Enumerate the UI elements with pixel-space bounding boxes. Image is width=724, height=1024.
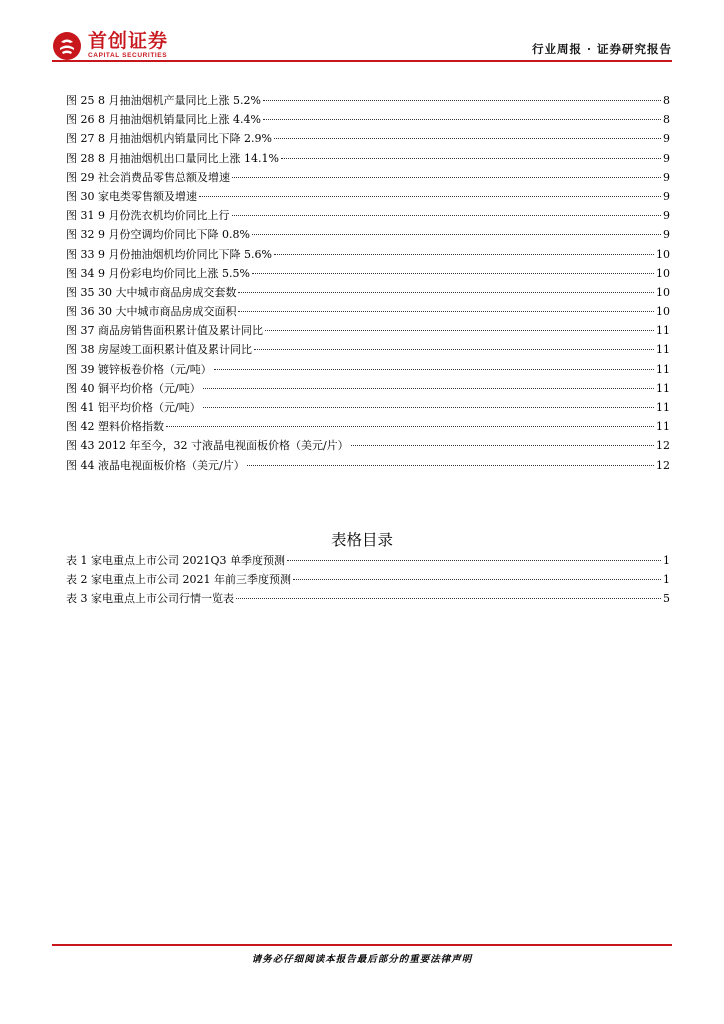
figure-toc-row[interactable] xyxy=(66,168,670,187)
table-toc-row[interactable] xyxy=(66,551,670,570)
table-section-title: 表格目录 xyxy=(330,531,393,549)
figure-toc-row[interactable] xyxy=(66,398,670,417)
toc-entry-page[interactable]: 5 xyxy=(663,592,670,606)
figure-toc-row[interactable] xyxy=(66,456,670,475)
toc-entry-page[interactable]: 8 xyxy=(663,94,670,107)
figure-toc-row[interactable] xyxy=(66,129,670,148)
toc-entry-title[interactable]: 表 3 家电重点上市公司行情一览表 xyxy=(66,592,234,606)
toc-entry-page[interactable]: 9 xyxy=(663,228,670,242)
figure-toc-row[interactable] xyxy=(66,417,670,436)
figure-toc-row[interactable] xyxy=(66,283,670,302)
toc-entry-title[interactable]: 图 44 液晶电视面板价格（美元/片） xyxy=(66,458,245,472)
legal-disclaimer: 请务必仔细阅读本报告最后部分的重要法律声明 xyxy=(251,954,473,965)
dot-leader xyxy=(166,426,654,427)
toc-entry-title[interactable]: 图 41 铝平均价格（元/吨） xyxy=(66,401,201,414)
figure-toc-row[interactable] xyxy=(66,436,670,455)
toc-entry-title[interactable]: 图 28 8 月抽油烟机出口量同比上涨 14.1% xyxy=(66,151,279,165)
figure-toc-row[interactable] xyxy=(66,379,670,398)
toc-entry-page[interactable]: 12 xyxy=(656,458,670,472)
toc-entry-page[interactable]: 10 xyxy=(656,305,670,319)
dot-leader xyxy=(232,177,661,178)
toc-entry-title[interactable]: 图 30 家电类零售额及增速 xyxy=(66,189,197,203)
toc-entry-title[interactable]: 图 38 房屋竣工面积累计值及累计同比 xyxy=(66,343,252,357)
dot-leader xyxy=(247,465,654,466)
toc-entry-title[interactable]: 图 32 9 月份空调均价同比下降 0.8% xyxy=(66,228,250,242)
toc-entry-page[interactable]: 9 xyxy=(663,189,670,203)
figure-toc-row[interactable] xyxy=(66,302,670,321)
toc-entry-page[interactable]: 9 xyxy=(663,151,670,165)
dot-leader xyxy=(238,292,654,293)
dot-leader xyxy=(265,330,654,331)
toc-entry-title[interactable]: 图 42 塑料价格指数 xyxy=(66,420,164,434)
dot-leader xyxy=(287,560,661,561)
dot-leader xyxy=(351,445,654,446)
toc-entry-page[interactable]: 10 xyxy=(656,266,670,280)
toc-entry-page[interactable]: 9 xyxy=(663,209,670,223)
toc-entry-title[interactable]: 图 26 8 月抽油烟机销量同比上涨 4.4% xyxy=(66,113,261,127)
toc-entry-page[interactable]: 8 xyxy=(663,113,670,127)
toc-entry-title[interactable]: 图 29 社会消费品零售总额及增速 xyxy=(66,170,230,184)
figure-toc-row[interactable] xyxy=(66,340,670,359)
dot-leader xyxy=(203,407,654,408)
toc-entry-title[interactable]: 表 1 家电重点上市公司 2021Q3 单季度预测 xyxy=(66,554,285,567)
figure-list xyxy=(66,91,670,475)
brand-logo xyxy=(52,30,168,62)
toc-entry-page[interactable]: 9 xyxy=(663,170,670,184)
figure-toc-row[interactable] xyxy=(66,149,670,168)
capital-securities-logo-icon xyxy=(52,31,82,61)
dot-leader xyxy=(236,598,661,599)
toc-entry-page[interactable]: 11 xyxy=(656,381,670,395)
figure-toc-row[interactable] xyxy=(66,91,670,110)
figure-toc-row[interactable] xyxy=(66,321,670,340)
toc-entry-title[interactable]: 图 37 商品房销售面积累计值及累计同比 xyxy=(66,324,263,338)
toc-entry-title[interactable]: 图 43 2012 年至今，32 寸液晶电视面板价格（美元/片） xyxy=(66,439,349,453)
dot-leader xyxy=(293,579,661,580)
dot-leader xyxy=(252,234,661,235)
dot-leader xyxy=(214,369,654,370)
figure-toc-row[interactable] xyxy=(66,206,670,225)
page-header xyxy=(52,30,672,62)
dot-leader xyxy=(263,119,661,120)
figure-toc-row[interactable] xyxy=(66,264,670,283)
brand-name-en: CAPITAL SECURITIES xyxy=(88,52,168,60)
dot-leader xyxy=(274,138,661,139)
dot-leader xyxy=(254,349,654,350)
dot-leader xyxy=(281,158,661,159)
figure-toc-row[interactable] xyxy=(66,245,670,264)
footer-divider xyxy=(52,944,672,946)
figure-toc-row[interactable] xyxy=(66,187,670,206)
toc-entry-page[interactable]: 10 xyxy=(656,285,670,299)
toc-entry-page[interactable]: 12 xyxy=(656,439,670,453)
toc-entry-page[interactable]: 1 xyxy=(663,573,670,587)
dot-leader xyxy=(263,100,661,101)
figure-toc-row[interactable] xyxy=(66,225,670,244)
toc-entry-title[interactable]: 图 33 9 月份抽油烟机均价同比下降 5.6% xyxy=(66,247,272,261)
table-toc-row[interactable] xyxy=(66,589,670,608)
dot-leader xyxy=(252,273,654,274)
figure-toc-row[interactable] xyxy=(66,360,670,379)
figure-toc-row[interactable] xyxy=(66,110,670,129)
toc-entry-title[interactable]: 图 27 8 月抽油烟机内销量同比下降 2.9% xyxy=(66,132,272,146)
report-type-label: 行业周报 · 证券研究报告 xyxy=(531,42,672,56)
toc-entry-page[interactable]: 11 xyxy=(656,343,670,357)
toc-entry-title[interactable]: 图 39 镀锌板卷价格（元/吨） xyxy=(66,362,212,376)
toc-entry-title[interactable]: 图 25 8 月抽油烟机产量同比上涨 5.2% xyxy=(66,94,261,107)
toc-entry-page[interactable]: 11 xyxy=(656,362,670,376)
toc-entry-page[interactable]: 9 xyxy=(663,132,670,146)
table-list xyxy=(66,551,670,609)
dot-leader xyxy=(238,311,654,312)
dot-leader xyxy=(232,215,662,216)
toc-entry-page[interactable]: 11 xyxy=(656,420,670,434)
toc-entry-title[interactable]: 图 40 铜平均价格（元/吨） xyxy=(66,381,201,395)
dot-leader xyxy=(274,254,654,255)
dot-leader xyxy=(199,196,661,197)
toc-entry-page[interactable]: 1 xyxy=(663,554,670,567)
dot-leader xyxy=(203,388,654,389)
table-toc-row[interactable] xyxy=(66,570,670,589)
header-divider xyxy=(52,60,672,62)
toc-entry-title[interactable]: 图 31 9 月份洗衣机均价同比上行 xyxy=(66,209,230,223)
toc-entry-page[interactable]: 11 xyxy=(656,324,670,338)
brand-name-cn: 首创证券 xyxy=(88,30,169,53)
toc-entry-title[interactable]: 图 35 30 大中城市商品房成交套数 xyxy=(66,285,237,299)
toc-entry-page[interactable]: 11 xyxy=(656,401,670,414)
toc-entry-page[interactable]: 10 xyxy=(656,247,670,261)
toc-entry-title[interactable]: 图 34 9 月份彩电均价同比上涨 5.5% xyxy=(66,266,250,280)
toc-entry-title[interactable]: 表 2 家电重点上市公司 2021 年前三季度预测 xyxy=(66,573,291,587)
toc-entry-title[interactable]: 图 36 30 大中城市商品房成交面积 xyxy=(66,305,237,319)
